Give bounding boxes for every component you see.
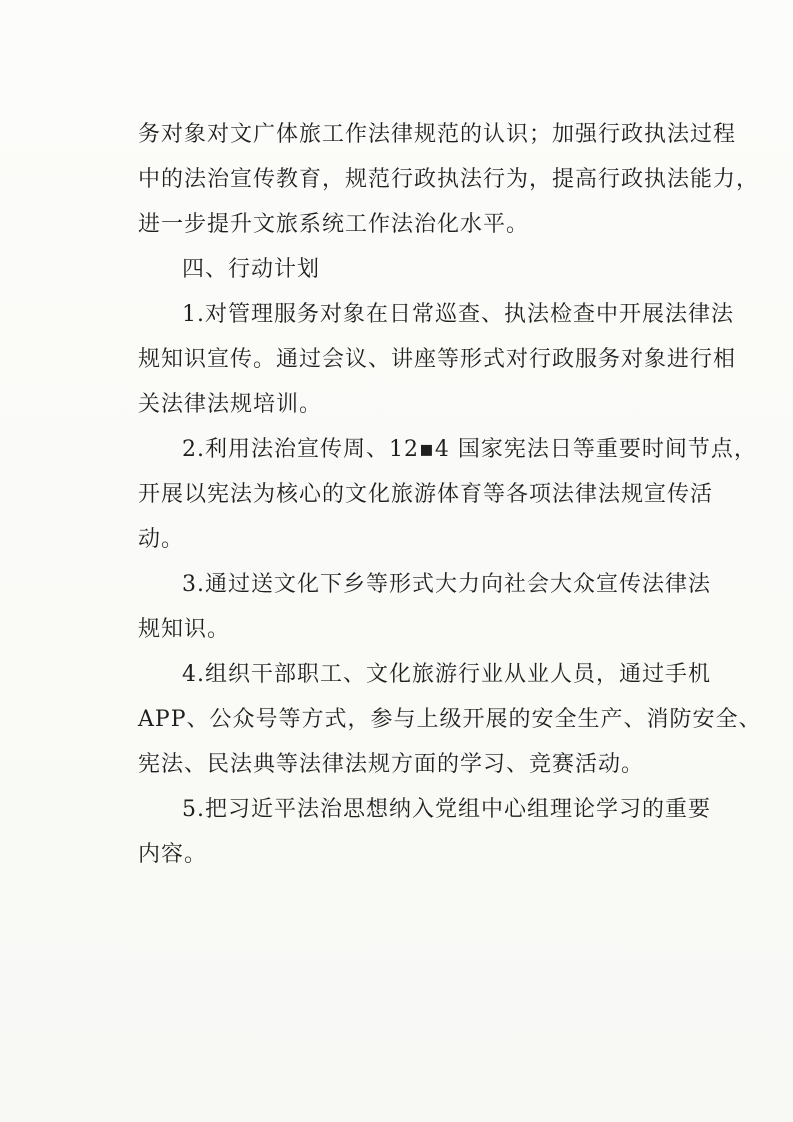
text-line: 1.对管理服务对象在日常巡查、执法检查中开展法律法 (182, 302, 734, 327)
text-line: APP、公众号等方式，参与上级开展的安全生产、消防安全、 (138, 707, 762, 732)
text-line: 进一步提升文旅系统工作法治化水平。 (138, 212, 530, 237)
text-line: 宪法、民法典等法律法规方面的学习、竞赛活动。 (138, 752, 645, 777)
text-line: 内容。 (138, 842, 208, 867)
text-line: 规知识。 (138, 617, 231, 642)
section-heading-text: 四、行动计划 (182, 257, 321, 282)
text-line: 动。 (138, 527, 185, 552)
action-item-2 (138, 427, 757, 562)
text-line: 4.组织干部职工、文化旅游行业从业人员，通过手机 (182, 662, 711, 687)
text-line: 开展以宪法为核心的文化旅游体育等各项法律法规宣传活 (138, 482, 714, 507)
text-line: 务对象对文广体旅工作法律规范的认识；加强行政执法过程 (138, 122, 737, 147)
text-line: 2.利用法治宣传周、12▪4 国家宪法日等重要时间节点， (182, 437, 757, 462)
text-line: 关法律法规培训。 (138, 392, 323, 417)
action-item-5 (138, 787, 711, 877)
document-body (138, 112, 762, 877)
action-item-1 (138, 292, 737, 427)
text-line: 3.通过送文化下乡等形式大力向社会大众宣传法律法 (182, 572, 711, 597)
text-line: 5.把习近平法治思想纳入党组中心组理论学习的重要 (182, 797, 711, 822)
text-line: 中的法治宣传教育，规范行政执法行为，提高行政执法能力， (138, 167, 760, 192)
action-item-4 (138, 652, 762, 787)
intro-paragraph (138, 112, 760, 247)
text-line: 规知识宣传。通过会议、讲座等形式对行政服务对象进行相 (138, 347, 737, 372)
action-item-3 (138, 562, 711, 652)
section-heading (138, 247, 698, 292)
